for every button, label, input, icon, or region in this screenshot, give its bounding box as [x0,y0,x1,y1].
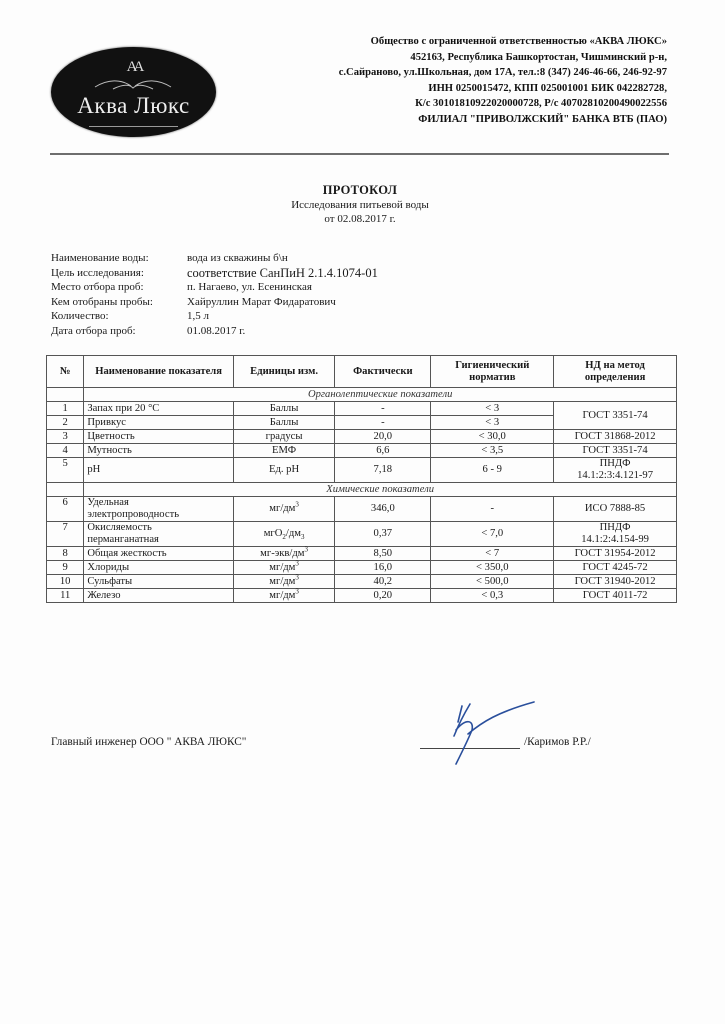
section-label: Химические показатели [84,483,677,497]
company-tax-ids: ИНН 0250015472, КПП 025001001 БИК 042282728, [428,82,667,94]
company-details [339,34,667,128]
cell-fact: 16,0 [335,561,431,575]
info-row-sample-date [51,324,378,339]
company-logo [51,47,216,137]
nd-line1: ПНДФ [599,522,631,533]
section-row-chemical [47,483,677,497]
company-bank-accounts: К/с 30101810922020000728, Р/с 40702810200490022556 [415,98,667,110]
section-row-organoleptic [47,388,677,402]
company-address-line2: с.Сайраново, ул.Школьная, дом 17А, тел.:8 (347) 246-46-66, 246-92-97 [338,67,667,79]
info-label: Наименование воды: [51,252,149,264]
table-row [47,444,677,458]
cell-name: Общая жесткость [84,547,233,561]
info-value: вода из скважины б\н [187,252,288,264]
cell-nd: ГОСТ 3351-74 [554,444,677,458]
info-value: соответствие СанПиН 2.1.4.1074-01 [187,265,378,280]
name-line1: Удельная [87,497,129,508]
nd-line1: ПНДФ [599,458,631,469]
cell-unit [233,522,334,547]
info-value: Хайруллин Марат Фидаратович [187,295,336,308]
logo-mark-icon: AA [126,59,141,75]
cell-name: Хлориды [84,561,233,575]
header-unit: Единицы изм. [233,356,334,388]
cell-unit: Ед. pH [233,458,334,483]
cell-norm: < 350,0 [431,561,554,575]
cell-fact: 346,0 [335,497,431,522]
table-row [47,402,677,416]
table-row [47,430,677,444]
cell-num: 10 [47,575,84,589]
cell-norm: < 3 [431,402,554,416]
section-label: Органолептические показатели [84,388,677,402]
cell-fact: 40,2 [335,575,431,589]
table-header-row [47,356,677,388]
table-row [47,497,677,522]
cell-num: 1 [47,402,84,416]
info-row-quantity [51,309,378,324]
cell-nd: ГОСТ 4245-72 [554,561,677,575]
cell-nd [554,522,677,547]
cell-unit: градусы [233,430,334,444]
cell-norm: - [431,497,554,522]
cell-name [84,497,233,522]
letterhead-divider [50,153,669,155]
cell-name: Цветность [84,430,233,444]
nd-line2: 14.1:2:4.154-99 [581,534,649,545]
cell-fact: 0,20 [335,589,431,603]
cell-unit [233,497,334,522]
unit-sup: 3 [295,500,299,509]
cell-num: 7 [47,522,84,547]
signer-position: Главный инженер ООО " АКВА ЛЮКС" [51,736,247,748]
cell-num: 11 [47,589,84,603]
unit-base: мг/дм [269,503,296,514]
cell-nd: ГОСТ 3351-74 [554,402,677,430]
header-nd: НД на метод определения [554,356,677,388]
unit-sup: 3 [295,572,299,581]
info-value: 01.08.2017 г. [187,324,246,337]
cell-num: 8 [47,547,84,561]
unit-base: мг-экв/дм [260,547,305,559]
cell-name: Железо [84,589,233,603]
cell-fact: 20,0 [335,430,431,444]
header-name: Наименование показателя [84,356,233,388]
cell-num: 9 [47,561,84,575]
cell-name: pH [84,458,233,483]
cell-num: 4 [47,444,84,458]
name-line2: электропроводность [87,509,180,520]
cell-norm: < 500,0 [431,575,554,589]
header-norm: Гигиенический норматив [431,356,554,388]
cell-nd: ГОСТ 31868-2012 [554,430,677,444]
logo-ornament-icon [93,77,173,91]
table-row [47,575,677,589]
info-label: Цель исследования: [51,266,144,279]
cell-norm: < 30,0 [431,430,554,444]
info-row-sampler [51,295,378,310]
company-address-line1: 452163, Республика Башкортостан, Чишминский р-н, [410,51,667,63]
unit-sub: 2 [282,533,286,542]
cell-name [84,522,233,547]
cell-nd: ГОСТ 31954-2012 [554,547,677,561]
info-value: 1,5 л [187,310,209,323]
signature-scribble-icon [448,700,538,768]
cell-num: 3 [47,430,84,444]
document-subtitle: Исследования питьевой воды [291,199,429,211]
info-row-water-name [51,251,378,266]
info-label: Количество: [51,310,109,323]
unit-base: мг/дм [269,589,296,601]
cell-nd: ИСО 7888-85 [554,497,677,522]
cell-fact: 6,6 [335,444,431,458]
cell-unit [233,572,334,589]
cell-num: 2 [47,416,84,430]
info-label: Кем отобраны пробы: [51,295,153,308]
nd-line2: 14.1:2:3:4.121-97 [577,470,654,481]
cell-name: Привкус [84,416,233,430]
sample-info [51,251,378,339]
cell-unit: Баллы [233,416,334,430]
cell-fact: 7,18 [335,458,431,483]
cell-name: Сульфаты [84,575,233,589]
cell-unit: ЕМФ [233,444,334,458]
table-row [47,561,677,575]
table-row [47,547,677,561]
name-line2: перманганатная [87,534,159,545]
unit-sup: 3 [295,558,299,567]
table-row [47,589,677,603]
info-label: Место отбора проб: [51,281,144,294]
cell-unit [233,544,334,561]
unit-sup: 3 [295,586,299,595]
cell-fact: - [335,416,431,430]
info-value: п. Нагаево, ул. Есенинская [187,281,312,294]
cell-unit [233,558,334,575]
logo-underline [89,126,178,127]
document-title: ПРОТОКОЛ [322,183,398,197]
table-row [47,458,677,483]
cell-norm: < 0,3 [431,589,554,603]
document-title-block [170,183,550,226]
info-label: Дата отбора проб: [51,324,136,337]
unit-base: мг/дм [269,561,296,573]
cell-name: Запах при 20 °С [84,402,233,416]
header-num: № [47,356,84,388]
cell-nd: ГОСТ 31940-2012 [554,575,677,589]
cell-norm: < 7,0 [431,522,554,547]
signer-name: /Каримов Р.Р./ [524,736,591,748]
cell-norm: < 7 [431,547,554,561]
header-fact: Фактически [335,356,431,388]
document-date: от 02.08.2017 г. [324,213,396,225]
unit-part: мгО [263,528,283,539]
unit-sub: 3 [300,533,305,542]
unit-part: /дм [285,528,301,539]
cell-fact: 0,37 [335,522,431,547]
cell-norm: 6 - 9 [431,458,554,483]
cell-nd: ГОСТ 4011-72 [554,589,677,603]
results-table [46,355,677,603]
table-row [47,522,677,547]
info-row-location [51,280,378,295]
company-bank-name: ФИЛИАЛ "ПРИВОЛЖСКИЙ" БАНКА ВТБ (ПАО) [418,113,667,125]
cell-fact: 8,50 [335,547,431,561]
cell-num: 5 [47,458,84,483]
cell-num: 6 [47,497,84,522]
name-line1: Окисляемость [87,522,152,533]
cell-nd [554,458,677,483]
logo-text: Аква Люкс [77,93,190,118]
unit-sup: 3 [304,544,308,553]
cell-unit: Баллы [233,402,334,416]
company-name: Общество с ограниченной ответственностью «АКВА ЛЮКС» [370,36,667,47]
cell-unit [233,586,334,603]
unit-base: мг/дм [269,575,296,587]
cell-fact: - [335,402,431,416]
cell-name: Мутность [84,444,233,458]
info-row-purpose [51,266,378,281]
cell-norm: < 3,5 [431,444,554,458]
cell-norm: < 3 [431,416,554,430]
